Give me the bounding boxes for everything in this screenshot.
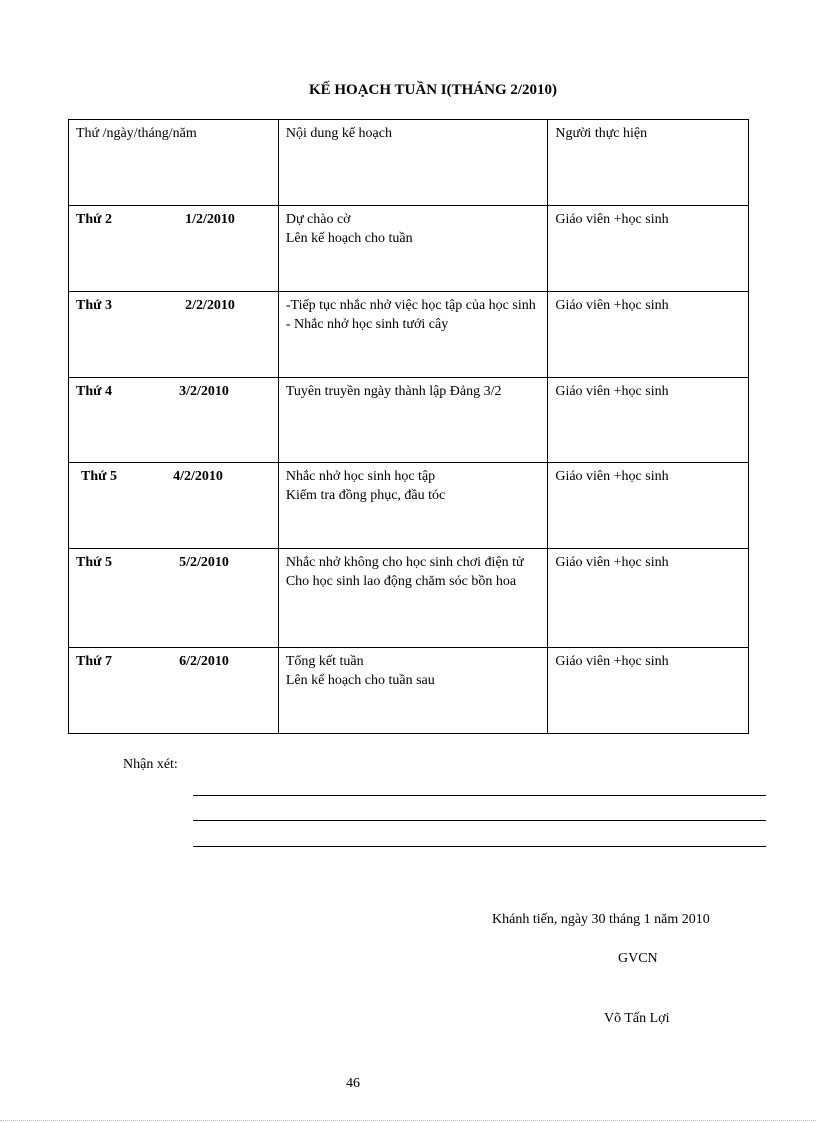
performer-cell: Giáo viên +học sinh <box>548 648 749 734</box>
content-cell <box>278 463 547 549</box>
day-date-cell <box>69 549 279 648</box>
content-line: Cho học sinh lao động chăm sóc bồn hoa <box>285 574 517 589</box>
content-cell <box>278 549 547 648</box>
signer-role: GVCN <box>618 951 658 966</box>
content-line: Nhắc nhở không cho học sinh chơi điện tử <box>285 555 524 570</box>
content-cell <box>278 648 547 734</box>
date-label: 6/2/2010 <box>179 654 229 669</box>
signer-name: Võ Tấn Lợi <box>604 1011 670 1026</box>
date-label: 4/2/2010 <box>173 469 223 484</box>
date-label: 5/2/2010 <box>179 555 229 570</box>
table-header-row <box>69 120 749 206</box>
comment-line <box>193 846 766 847</box>
day-date-cell <box>69 648 279 734</box>
comment-line <box>193 820 766 821</box>
content-line: Tổng kết tuần <box>285 654 364 669</box>
date-label: 1/2/2010 <box>185 212 235 227</box>
header-performer: Người thực hiện <box>548 120 749 206</box>
weekly-plan-table <box>68 119 749 734</box>
performer-cell: Giáo viên +học sinh <box>548 292 749 378</box>
day-date-cell <box>69 378 279 463</box>
content-line: Dự chào cờ <box>285 212 351 227</box>
day-date-cell <box>69 292 279 378</box>
day-date-cell <box>69 463 279 549</box>
performer-cell: Giáo viên +học sinh <box>548 463 749 549</box>
table-row <box>69 549 749 648</box>
day-label: Thứ 3 <box>76 298 113 313</box>
content-cell <box>278 206 547 292</box>
place-date: Khánh tiến, ngày 30 tháng 1 năm 2010 <box>492 912 710 927</box>
date-label: 2/2/2010 <box>185 298 235 313</box>
header-content: Nội dung kế hoạch <box>278 120 547 206</box>
page-bottom-divider <box>0 1120 816 1121</box>
day-label: Thứ 7 <box>76 654 113 669</box>
content-line: Lên kế hoạch cho tuần sau <box>285 673 435 688</box>
performer-cell: Giáo viên +học sinh <box>548 549 749 648</box>
content-line: Nhắc nhở học sinh học tập <box>285 469 436 484</box>
table-row <box>69 648 749 734</box>
day-label: Thứ 2 <box>76 212 113 227</box>
table-row <box>69 463 749 549</box>
document-title: KẾ HOẠCH TUẦN I(THÁNG 2/2010) <box>308 82 558 98</box>
table-row <box>69 292 749 378</box>
content-cell <box>278 378 547 463</box>
content-cell <box>278 292 547 378</box>
day-date-cell <box>69 206 279 292</box>
day-label: Thứ 5 <box>81 469 118 484</box>
page-number: 46 <box>346 1076 360 1091</box>
content-line: Kiểm tra đồng phục, đầu tóc <box>285 488 446 503</box>
content-line: Lên kế hoạch cho tuần <box>285 231 413 246</box>
date-label: 3/2/2010 <box>179 384 229 399</box>
content-line: -Tiếp tục nhắc nhở việc học tập của học sinh <box>285 298 536 313</box>
table-row <box>69 206 749 292</box>
comment-label: Nhận xét: <box>123 757 178 772</box>
table-row <box>69 378 749 463</box>
comment-line <box>193 795 766 796</box>
performer-cell: Giáo viên +học sinh <box>548 206 749 292</box>
day-label: Thứ 5 <box>76 555 113 570</box>
day-label: Thứ 4 <box>76 384 113 399</box>
content-line: Tuyên truyền ngày thành lập Đảng 3/2 <box>285 384 502 399</box>
content-line: - Nhắc nhở học sinh tưới cây <box>285 317 449 332</box>
performer-cell: Giáo viên +học sinh <box>548 378 749 463</box>
header-date: Thứ /ngày/tháng/năm <box>69 120 279 206</box>
